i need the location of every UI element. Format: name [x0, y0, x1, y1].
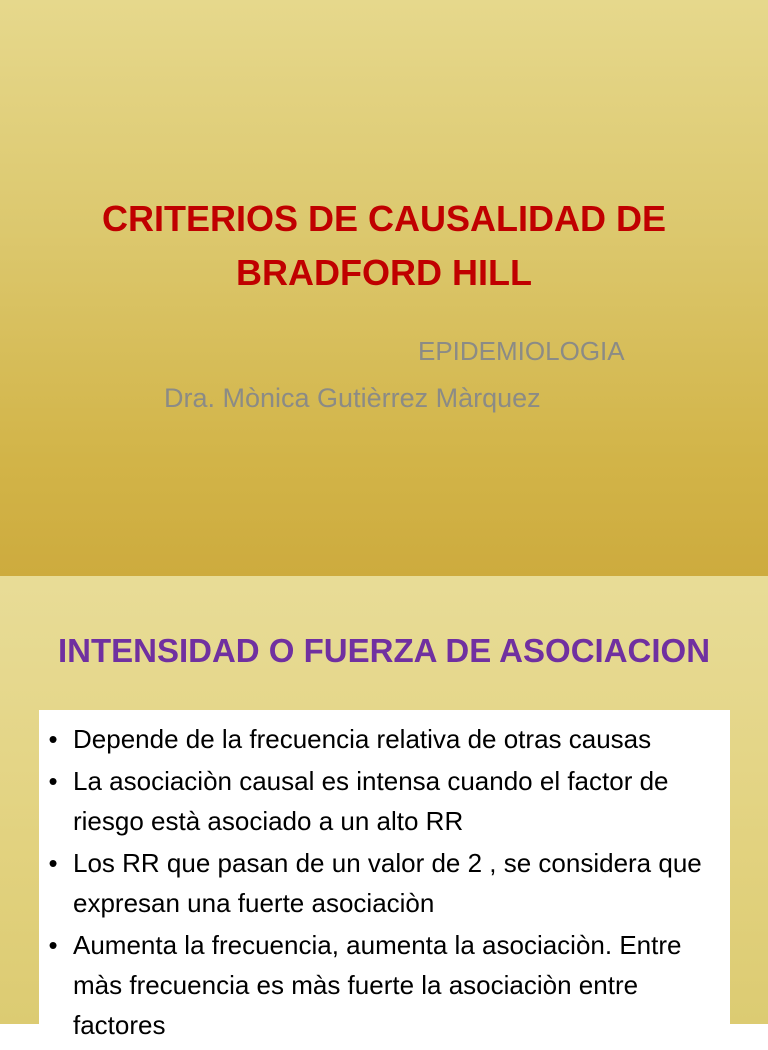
bullet-text: Aumenta la frecuencia, aumenta la asociaciòn. Entre màs frecuencia es màs fuerte la asociaciòn entre factores — [73, 930, 682, 1040]
slide-title-line-2: BRADFORD HILL — [236, 252, 532, 293]
bullet-item — [48, 761, 720, 841]
content-box — [39, 710, 730, 1050]
slide-title — [40, 192, 728, 300]
bullet-text: Depende de la frecuencia relativa de otras causas — [73, 724, 652, 754]
bullet-item — [48, 925, 720, 1045]
slide-subtitle: EPIDEMIOLOGIA — [418, 336, 625, 366]
bullet-icon: • — [48, 766, 58, 796]
bullet-item — [48, 843, 720, 923]
slide-title-line-1: CRITERIOS DE CAUSALIDAD DE — [101, 198, 667, 239]
content-slide — [0, 576, 768, 1040]
content-slide-title: INTENSIDAD O FUERZA DE ASOCIACION — [57, 632, 711, 669]
bullet-icon: • — [48, 930, 58, 960]
bullet-list — [48, 719, 720, 1045]
bullet-text: La asociaciòn causal es intensa cuando el factor de riesgo està asociado a un alto RR — [73, 766, 669, 836]
bullet-icon: • — [48, 724, 58, 754]
slide-author: Dra. Mònica Gutièrrez Màrquez — [164, 383, 541, 413]
bullet-item — [48, 719, 720, 759]
bullet-text: Los RR que pasan de un valor de 2 , se considera que expresan una fuerte asociaciòn — [73, 848, 702, 918]
bullet-icon: • — [48, 848, 58, 878]
